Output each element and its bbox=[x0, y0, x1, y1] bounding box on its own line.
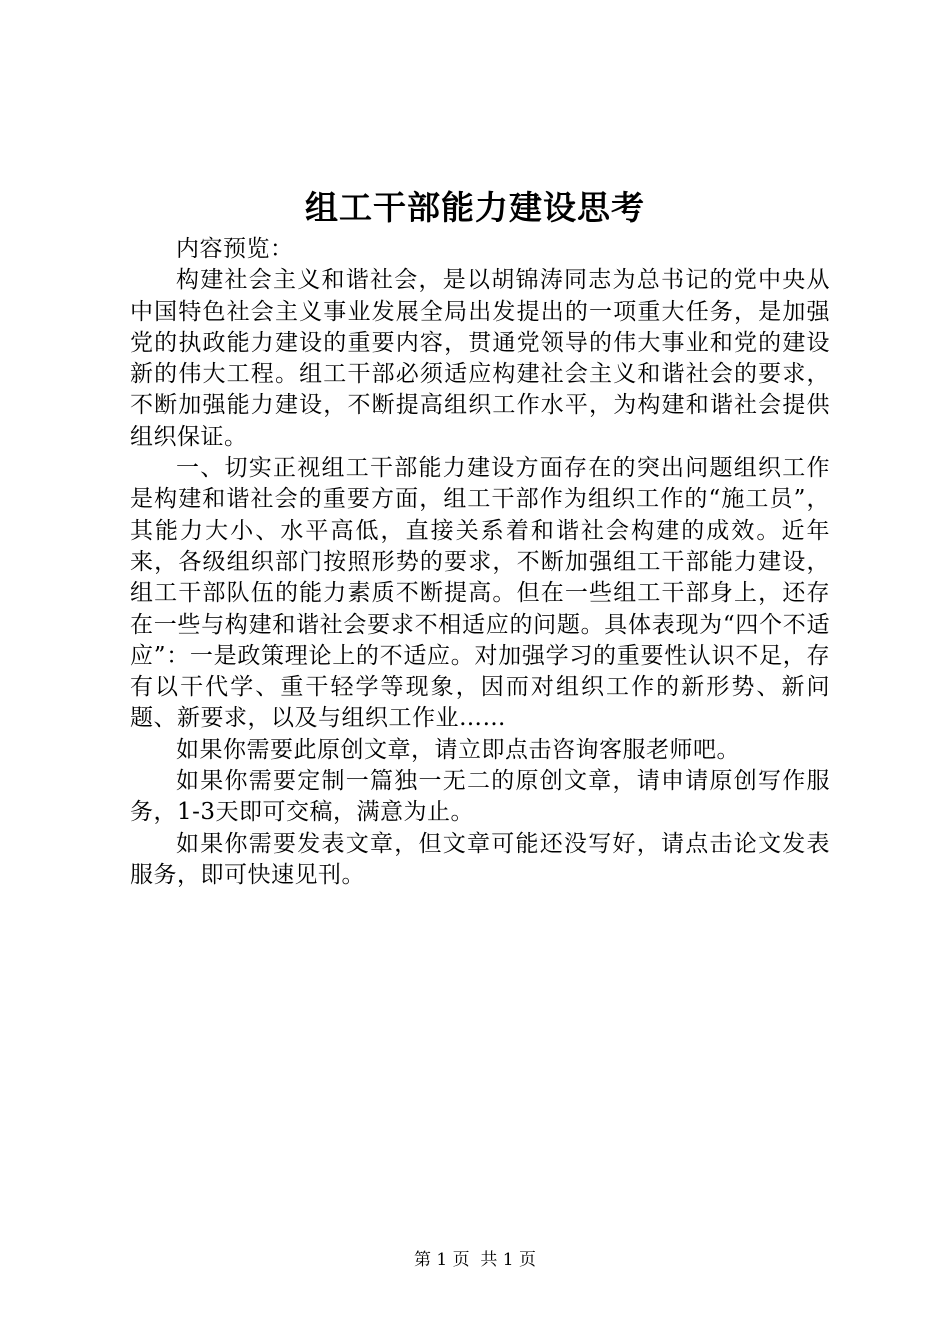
custom-writing-paragraph: 如果你需要定制一篇独一无二的原创文章，请申请原创写作服务，1-3天即可交稿，满意为止。 bbox=[130, 768, 830, 826]
page-number: 第 1 页 共 1 页 bbox=[413, 1250, 537, 1270]
publishing-service-paragraph: 如果你需要发表文章，但文章可能还没写好，请点击论文发表服务，即可快速见刊。 bbox=[130, 830, 830, 888]
page-title: 组工干部能力建设思考 bbox=[305, 188, 645, 227]
document-body bbox=[130, 234, 830, 891]
preview-label: 内容预览： bbox=[176, 236, 294, 262]
section-one-paragraph: 一、切实正视组工干部能力建设方面存在的突出问题组织工作是构建和谐社会的重要方面，组工干部作为组织工作的“施工员”，其能力大小、水平高低，直接关系着和谐社会构建的成效。近年来，各级组织部门按照形势的要求，不断加强组工干部能力建设，组工干部队伍的能力素质不断提高。但在一些组工干部身上，还存在一些与构建和谐社会要求不相适应的问题。具体表现为“四个不适应”：一是政策理论上的不适应。对加强学习的重要性认识不足，存有以干代学、重干轻学等现象，因而对组织工作的新形势、新问题、新要求，以及与组织工作业…… bbox=[130, 455, 830, 732]
intro-paragraph: 构建社会主义和谐社会，是以胡锦涛同志为总书记的党中央从中国特色社会主义事业发展全局出发提出的一项重大任务，是加强党的执政能力建设的重要内容，贯通党领导的伟大事业和党的建设新的伟大工程。组工干部必须适应构建社会主义和谐社会的要求，不断加强能力建设，不断提高组织工作水平，为构建和谐社会提供组织保证。 bbox=[130, 267, 830, 450]
page-footer bbox=[0, 1245, 950, 1270]
consult-service-paragraph: 如果你需要此原创文章，请立即点击咨询客服老师吧。 bbox=[176, 736, 740, 763]
